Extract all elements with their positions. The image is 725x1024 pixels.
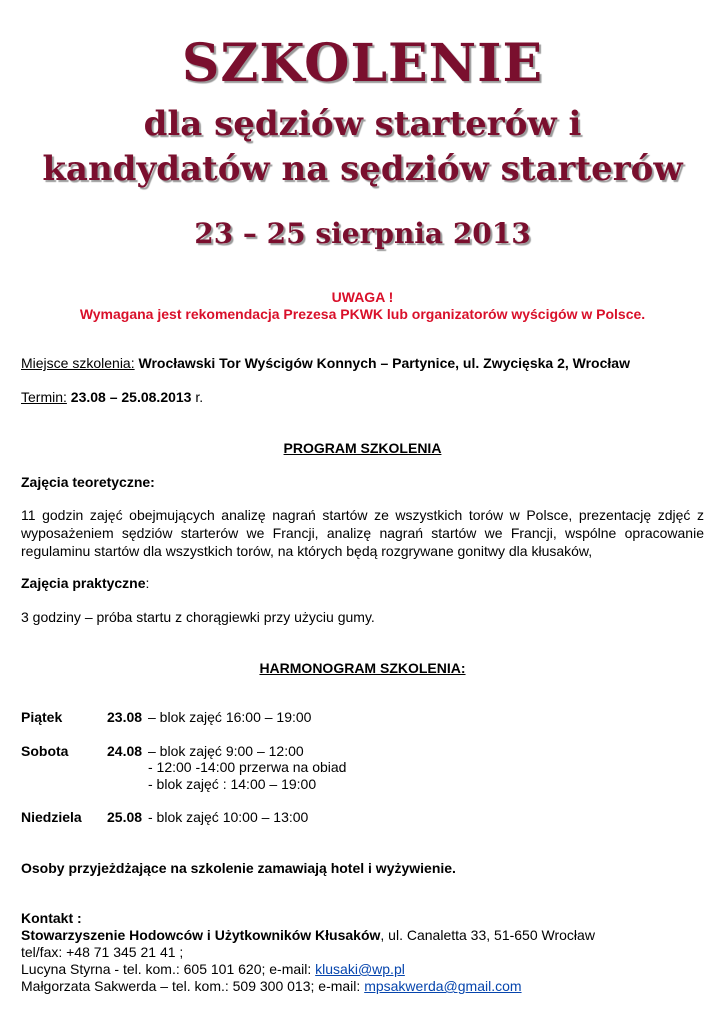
contact-person-2 bbox=[21, 977, 522, 995]
theory-heading: Zajęcia teoretyczne: bbox=[21, 474, 155, 490]
theory-text: 11 godzin zajęć obejmujących analizę nagrań startów ze wszystkich torów w Polsce, prezentację zdjęć z wyposażeniem sędziów starterów we Francji, analizę nagrań startów we Francji, wspólne opracowanie regulaminu startów dla wszystkich torów, na których będą rozgrywane gonitwy dla kłusaków, bbox=[21, 507, 704, 559]
schedule-date-saturday: 24.08 bbox=[107, 743, 143, 759]
schedule-day-sunday: Niedziela bbox=[21, 809, 82, 825]
schedule-item: – blok zajęć 16:00 – 19:00 bbox=[148, 709, 312, 725]
practice-heading-line bbox=[21, 574, 149, 592]
notice-text: Wymagana jest rekomendacja Prezesa PKWK lub organizatorów wyścigów w Polsce. bbox=[79, 306, 646, 322]
term-suffix: r. bbox=[191, 389, 204, 405]
title-main: SZKOLENIE bbox=[181, 33, 544, 94]
title-dates: 23 – 25 sierpnia 2013 bbox=[194, 217, 531, 250]
contact-org-name: Stowarzyszenie Hodowców i Użytkowników Kłusaków bbox=[21, 927, 381, 943]
contact-org-address: , ul. Canaletta 33, 51-650 Wrocław bbox=[380, 927, 595, 943]
place-value: Wrocławski Tor Wyścigów Konnych – Partynice, ul. Zwycięska 2, Wrocław bbox=[138, 355, 630, 371]
term-line bbox=[21, 388, 203, 406]
schedule-date-friday: 23.08 bbox=[107, 709, 143, 725]
term-value: 23.08 – 25.08.2013 bbox=[70, 389, 192, 405]
contact-person-2-text: Małgorzata Sakwerda – tel. kom.: 509 300 013; e-mail: bbox=[21, 978, 365, 994]
schedule-day-saturday: Sobota bbox=[21, 743, 69, 759]
schedule-date-sunday: 25.08 bbox=[107, 809, 143, 825]
title-line-2: dla sędziów starterów i bbox=[143, 104, 582, 144]
contact-person-1 bbox=[21, 960, 405, 978]
email-link-mpsakwerda[interactable]: mpsakwerda@gmail.com bbox=[364, 978, 522, 994]
schedule-day-friday: Piątek bbox=[21, 709, 63, 725]
schedule-item: – blok zajęć 9:00 – 12:00 bbox=[148, 743, 304, 759]
contact-heading: Kontakt : bbox=[21, 910, 82, 926]
term-label: Termin: bbox=[21, 389, 67, 405]
schedule-item: - 12:00 -14:00 przerwa na obiad bbox=[148, 759, 347, 775]
schedule-item: - blok zajęć : 14:00 – 19:00 bbox=[148, 776, 317, 792]
program-heading: PROGRAM SZKOLENIA bbox=[283, 440, 442, 456]
place-line bbox=[21, 354, 630, 372]
contact-person-1-text: Lucyna Styrna - tel. kom.: 605 101 620; e-mail: bbox=[21, 961, 316, 977]
hotel-note: Osoby przyjeżdżające na szkolenie zamawiają hotel i wyżywienie. bbox=[21, 860, 456, 876]
schedule-heading: HARMONOGRAM SZKOLENIA: bbox=[259, 660, 466, 676]
schedule-item: - blok zajęć 10:00 – 13:00 bbox=[148, 809, 309, 825]
notice-heading: UWAGA ! bbox=[331, 289, 394, 305]
title-line-3: kandydatów na sędziów starterów bbox=[42, 149, 683, 189]
email-link-klusaki[interactable]: klusaki@wp.pl bbox=[315, 961, 405, 977]
practice-text: 3 godziny – próba startu z chorągiewki przy użyciu gumy. bbox=[21, 609, 375, 625]
practice-colon: : bbox=[145, 575, 150, 591]
contact-org-line bbox=[21, 926, 595, 944]
place-label: Miejsce szkolenia: bbox=[21, 355, 135, 371]
contact-telfax: tel/fax: +48 71 345 21 41 ; bbox=[21, 944, 184, 960]
practice-heading: Zajęcia praktyczne bbox=[21, 575, 146, 591]
